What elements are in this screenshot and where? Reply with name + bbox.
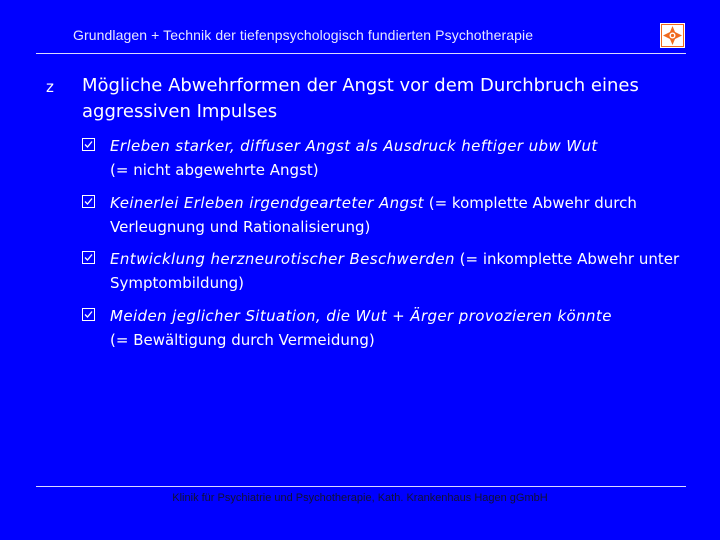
list-item-note: (= Bewältigung durch Vermeidung)	[110, 331, 375, 349]
checkbox-bullet-icon	[82, 251, 95, 264]
list-item-text	[110, 247, 700, 295]
list-item-emphasis: Keinerlei Erleben irgendgearteter Angst	[110, 194, 424, 212]
list-item-text	[110, 191, 700, 239]
list-item-text	[110, 304, 700, 352]
header-divider	[36, 53, 686, 54]
header-title: Grundlagen + Technik der tiefenpsychologisch fundierten Psychotherapie	[73, 27, 534, 43]
main-heading: Mögliche Abwehrformen der Angst vor dem Durchbruch eines aggressiven Impulses	[82, 75, 639, 122]
footer-text: Klinik für Psychiatrie und Psychotherapie, Kath. Krankenhaus Hagen gGmbH	[172, 492, 548, 504]
main-bullet-icon: z	[46, 78, 54, 96]
checkbox-bullet-icon	[82, 195, 95, 208]
list-item-emphasis: Meiden jeglicher Situation, die Wut + Ärger provozieren könnte	[110, 307, 612, 325]
list-item-note: (= nicht abgewehrte Angst)	[110, 161, 319, 179]
list-item-emphasis: Erleben starker, diffuser Angst als Ausdruck heftiger ubw Wut	[110, 137, 598, 155]
list-item-text	[110, 134, 700, 182]
footer-divider	[36, 486, 686, 487]
clinic-logo-icon	[660, 23, 685, 48]
list-item-emphasis: Entwicklung herzneurotischer Beschwerden	[110, 250, 455, 268]
list-item-note: (= komplette Abwehr durch Verleugnung und Rationalisierung)	[110, 194, 637, 236]
list-item-note: (= inkomplette Abwehr unter Symptombildung)	[110, 250, 680, 292]
checkbox-bullet-icon	[82, 308, 95, 321]
checkbox-bullet-icon	[82, 138, 95, 151]
